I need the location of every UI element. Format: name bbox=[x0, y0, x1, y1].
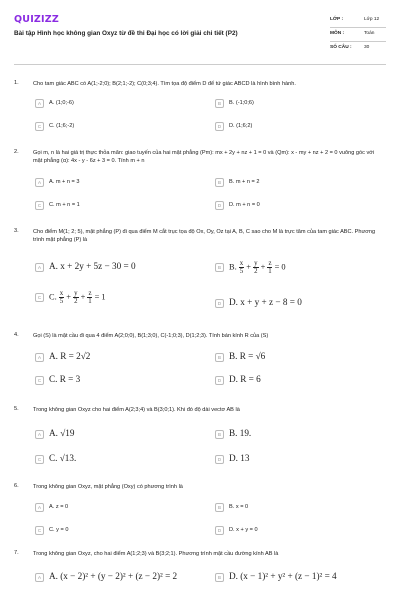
option-text: D. (x − 1)² + y² + (z − 1)² = 4 bbox=[229, 571, 337, 581]
option-text: C. y = 0 bbox=[49, 527, 69, 533]
option-badge: A bbox=[35, 573, 44, 582]
option-text: A. z = 0 bbox=[49, 504, 69, 510]
option-text: B. 19. bbox=[229, 428, 252, 438]
option-b[interactable] bbox=[215, 98, 377, 110]
option-badge: D bbox=[215, 201, 224, 210]
document-header bbox=[14, 10, 386, 60]
option-badge: D bbox=[215, 122, 224, 131]
question-text: Trong không gian Oxyz, mặt phẳng (Oxy) có phương trình là bbox=[33, 484, 183, 490]
option-badge: B bbox=[215, 263, 224, 272]
question-text: Cho tam giác ABC có A(1;-2;0); B(2;1;-2); C(0;3;4). Tìm tọa độ điểm D để tứ giác ABCD là hình bình hành. bbox=[33, 81, 296, 87]
meta-value: Lớp 12 bbox=[364, 17, 380, 22]
meta-row-subject bbox=[330, 28, 386, 42]
option-text: D. 13 bbox=[229, 453, 250, 463]
option-badge: C bbox=[35, 293, 44, 302]
option-badge: B bbox=[215, 178, 224, 187]
option-prefix: B. bbox=[229, 262, 237, 272]
question-text: Gọi (S) là mặt cầu đi qua 4 điểm A(2;0;0), B(1;3;0), C(-1;0;3), D(1;2;3). Tính bán kính R của (S) bbox=[33, 333, 269, 339]
option-text: A. √19 bbox=[49, 428, 75, 438]
option-badge: A bbox=[35, 178, 44, 187]
option-d[interactable] bbox=[215, 121, 377, 133]
meta-value: Toán bbox=[364, 31, 375, 36]
option-c[interactable] bbox=[35, 375, 197, 387]
fraction-term: $\frac{x}{5}$ bbox=[59, 290, 64, 305]
meta-value: 30 bbox=[364, 45, 370, 50]
option-text: B. R = √6 bbox=[229, 351, 266, 361]
option-badge: D bbox=[215, 526, 224, 535]
meta-label: MÔN : bbox=[330, 31, 345, 36]
option-c[interactable] bbox=[35, 292, 197, 304]
option-d[interactable] bbox=[215, 454, 377, 466]
option-text: A. m + n = 3 bbox=[49, 179, 80, 185]
option-a[interactable] bbox=[35, 429, 197, 441]
question-number: 1. bbox=[14, 80, 19, 86]
option-b[interactable] bbox=[215, 262, 377, 274]
option-b[interactable] bbox=[215, 352, 377, 364]
option-text: D. (1;6;2) bbox=[229, 123, 253, 129]
option-text: B. (-1;0;6) bbox=[229, 100, 254, 106]
equation-rhs: = 0 bbox=[274, 262, 286, 272]
header-divider bbox=[14, 64, 386, 65]
equation-rhs: = 1 bbox=[94, 292, 106, 302]
option-badge: B bbox=[215, 573, 224, 582]
quizizz-logo: QUIZIZZ bbox=[14, 14, 59, 25]
option-badge: C bbox=[35, 455, 44, 464]
document-meta bbox=[330, 14, 386, 56]
question-number: 4. bbox=[14, 332, 19, 338]
option-text bbox=[229, 260, 286, 275]
option-badge: B bbox=[215, 430, 224, 439]
option-c[interactable] bbox=[35, 454, 197, 466]
option-b[interactable] bbox=[215, 429, 377, 441]
option-text: D. R = 6 bbox=[229, 374, 261, 384]
option-text: A. R = 2√2 bbox=[49, 351, 91, 361]
option-badge: D bbox=[215, 376, 224, 385]
option-badge: A bbox=[35, 353, 44, 362]
option-badge: B bbox=[215, 503, 224, 512]
plus-sign: + bbox=[260, 262, 266, 272]
option-text: C. m + n = 1 bbox=[49, 202, 80, 208]
plus-sign: + bbox=[80, 292, 86, 302]
option-text: B. x = 0 bbox=[229, 504, 249, 510]
meta-row-class bbox=[330, 14, 386, 28]
fraction-term: $\frac{x}{5}$ bbox=[239, 260, 244, 275]
option-text: C. √13. bbox=[49, 453, 77, 463]
option-text: A. (1;0;-6) bbox=[49, 100, 74, 106]
option-b[interactable] bbox=[215, 177, 377, 189]
option-text: D. x + y = 0 bbox=[229, 527, 258, 533]
question-number: 7. bbox=[14, 550, 19, 556]
option-badge: A bbox=[35, 263, 44, 272]
option-badge: B bbox=[215, 99, 224, 108]
question-text: Cho điểm M(1; 2; 5), mặt phẳng (P) đi qua điểm M cắt trục tọa độ Ox, Oy, Oz tại A, B, C sao cho M là trực tâm của tam giác ABC. Phương trình mặt phẳng (P) là bbox=[33, 229, 376, 243]
option-text: C. (1;6;-2) bbox=[49, 123, 75, 129]
option-a[interactable] bbox=[35, 177, 197, 189]
option-b[interactable] bbox=[215, 572, 377, 584]
option-c[interactable] bbox=[35, 200, 197, 212]
option-badge: D bbox=[215, 299, 224, 308]
question-number: 3. bbox=[14, 228, 19, 234]
question-number: 6. bbox=[14, 483, 19, 489]
option-c[interactable] bbox=[35, 121, 197, 133]
option-text bbox=[49, 290, 106, 305]
option-badge: B bbox=[215, 353, 224, 362]
option-d[interactable] bbox=[215, 298, 377, 310]
option-badge: C bbox=[35, 526, 44, 535]
question-text: Trong không gian Oxyz cho hai điểm A(2;3;4) và B(3;0;1). Khi đó độ dài vectơ AB là bbox=[33, 407, 240, 413]
fraction-term: $\frac{z}{1}$ bbox=[88, 290, 92, 305]
question-number: 5. bbox=[14, 406, 19, 412]
option-text: C. R = 3 bbox=[49, 374, 81, 384]
option-text: A. x + 2y + 5z − 30 = 0 bbox=[49, 261, 136, 271]
question-text: Gọi m, n là hai giá trị thực thỏa mãn: giao tuyến của hai mặt phẳng (Pm): mx + 2y + nz + 1 = 0 và (Qm): x - my + nz + 2 = 0 vuông góc với mặt phẳng (α): 4x - y - 6z + 3 = 0. Tính m + n bbox=[33, 150, 375, 164]
option-badge: D bbox=[215, 455, 224, 464]
option-prefix: C. bbox=[49, 292, 57, 302]
option-text: D. x + y + z − 8 = 0 bbox=[229, 297, 302, 307]
option-badge: C bbox=[35, 122, 44, 131]
plus-sign: + bbox=[246, 262, 252, 272]
option-a[interactable] bbox=[35, 572, 197, 584]
option-text: B. m + n = 2 bbox=[229, 179, 260, 185]
option-a[interactable] bbox=[35, 98, 197, 110]
plus-sign: + bbox=[66, 292, 72, 302]
option-a[interactable] bbox=[35, 352, 197, 364]
option-text: A. (x − 2)² + (y − 2)² + (z − 2)² = 2 bbox=[49, 571, 178, 581]
question-text: Trong không gian Oxyz, cho hai điểm A(1;2;3) và B(3;2;1). Phương trình mặt cầu đường kính AB là bbox=[33, 551, 279, 557]
option-badge: A bbox=[35, 503, 44, 512]
option-badge: C bbox=[35, 201, 44, 210]
document-title: Bài tập Hình học không gian Oxyz từ đề thi Đại học có lời giải chi tiết (P2) bbox=[14, 30, 238, 37]
option-d[interactable] bbox=[215, 375, 377, 387]
option-b[interactable] bbox=[215, 502, 377, 514]
option-text: D. m + n = 0 bbox=[229, 202, 260, 208]
option-badge: C bbox=[35, 376, 44, 385]
question-number: 2. bbox=[14, 149, 19, 155]
fraction-term: $\frac{z}{1}$ bbox=[268, 260, 272, 275]
meta-label: SỐ CÂU : bbox=[330, 45, 352, 50]
meta-label: LỚP : bbox=[330, 17, 344, 22]
meta-row-count bbox=[330, 42, 386, 56]
fraction-term: $\frac{y}{2}$ bbox=[254, 260, 258, 275]
option-badge: A bbox=[35, 99, 44, 108]
option-c[interactable] bbox=[35, 525, 197, 537]
option-a[interactable] bbox=[35, 502, 197, 514]
fraction-term: $\frac{y}{2}$ bbox=[74, 290, 78, 305]
option-a[interactable] bbox=[35, 262, 197, 274]
option-badge: A bbox=[35, 430, 44, 439]
option-d[interactable] bbox=[215, 525, 377, 537]
option-d[interactable] bbox=[215, 200, 377, 212]
